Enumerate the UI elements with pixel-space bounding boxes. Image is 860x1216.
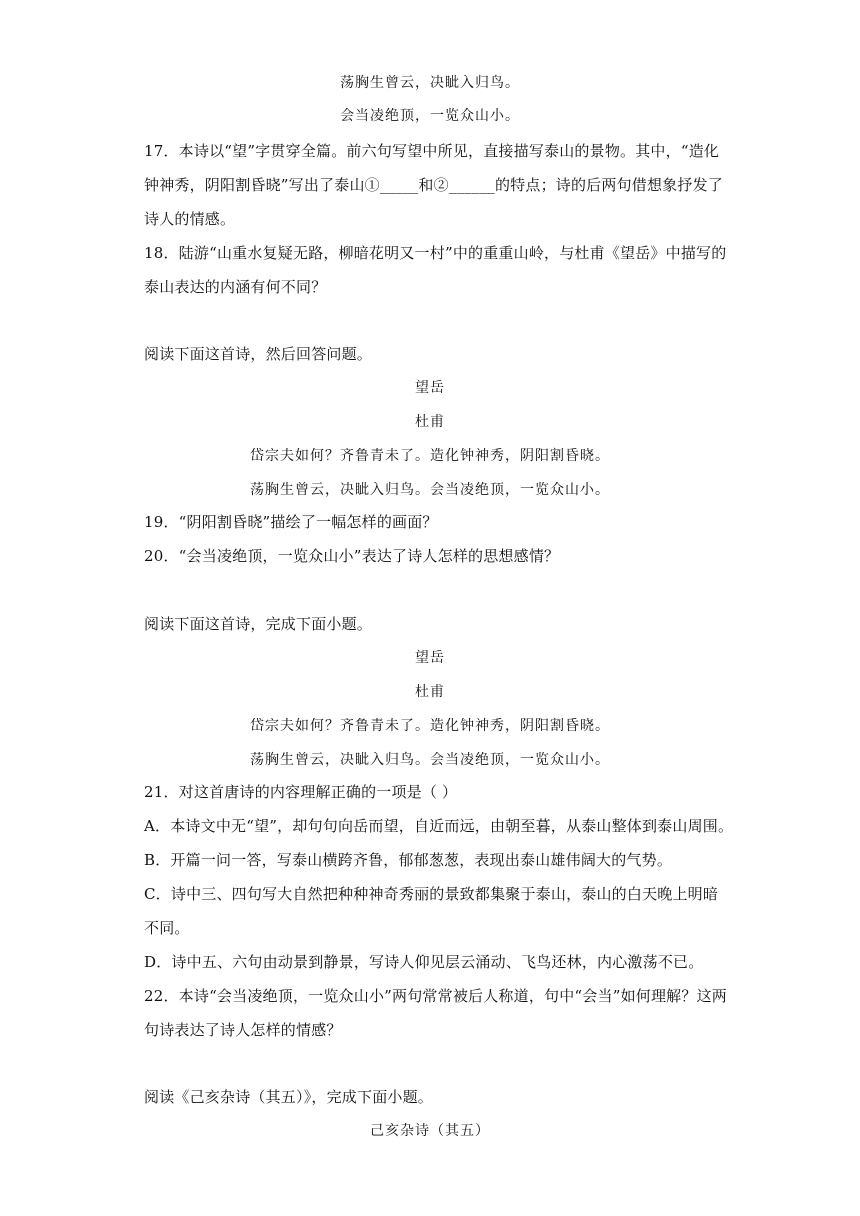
question-22-line2: 句诗表达了诗人怎样的情感？ xyxy=(144,1021,342,1039)
question-19: 19．“阴阳割昏晓”描绘了一幅怎样的画面？ xyxy=(144,513,438,531)
question-22-line1: 22．本诗“会当凌绝顶，一览众山小”两句常常被后人称道，句中“会当”如何理解？这两 xyxy=(144,987,727,1005)
option-b: B．开篇一问一答，写泰山横跨齐鲁，郁郁葱葱，表现出泰山雄伟阔大的气势。 xyxy=(144,851,673,869)
poem-line: 荡胸生曾云，决眦入归鸟。 xyxy=(340,75,520,91)
question-17-line1: 17．本诗以“望”字贯穿全篇。前六句写望中所见，直接描写泰山的景物。其中，“造化 xyxy=(144,142,720,160)
question-17-line3: 诗人的情感。 xyxy=(144,210,236,228)
question-17-line2: 钟神秀，阴阳割昏晓”写出了泰山①_____和②______的特点；诗的后两句借想象抒发了 xyxy=(144,176,723,194)
poem-line: 岱宗夫如何？齐鲁青未了。造化钟神秀，阴阳割昏晓。 xyxy=(250,448,610,464)
option-a: A．本诗文中无“望”，却句句向岳而望，自近而远，由朝至暮，从泰山整体到泰山周围。 xyxy=(144,817,734,835)
poem-author: 杜甫 xyxy=(415,684,445,700)
poem-line: 荡胸生曾云，决眦入归鸟。会当凌绝顶，一览众山小。 xyxy=(250,482,610,498)
question-18-line1: 18．陆游“山重水复疑无路，柳暗花明又一村”中的重重山岭，与杜甫《望岳》中描写的 xyxy=(144,244,727,262)
reading-intro: 阅读下面这首诗，完成下面小题。 xyxy=(144,615,373,633)
option-c-line1: C．诗中三、四句写大自然把种种神奇秀丽的景致都集聚于泰山，泰山的白天晚上明暗 xyxy=(144,885,719,903)
poem-line: 岱宗夫如何？齐鲁青未了。造化钟神秀，阴阳割昏晓。 xyxy=(250,718,610,734)
question-18-line2: 泰山表达的内涵有何不同？ xyxy=(144,278,327,296)
poem-line: 荡胸生曾云，决眦入归鸟。会当凌绝顶，一览众山小。 xyxy=(250,752,610,768)
reading-intro: 阅读下面这首诗，然后回答问题。 xyxy=(144,345,373,363)
question-21: 21．对这首唐诗的内容理解正确的一项是（ ） xyxy=(144,783,458,801)
poem-line: 会当凌绝顶，一览众山小。 xyxy=(340,108,520,124)
poem-title: 望岳 xyxy=(415,650,445,666)
poem-title: 己亥杂诗（其五） xyxy=(370,1123,490,1139)
reading-intro: 阅读《己亥杂诗（其五）》，完成下面小题。 xyxy=(144,1088,434,1106)
option-c-line2: 不同。 xyxy=(144,919,190,937)
question-20: 20．“会当凌绝顶，一览众山小”表达了诗人怎样的思想感情？ xyxy=(144,547,560,565)
option-d: D．诗中五、六句由动景到静景，写诗人仰见层云涌动、飞鸟还林，内心激荡不已。 xyxy=(144,953,704,971)
poem-author: 杜甫 xyxy=(415,414,445,430)
poem-title: 望岳 xyxy=(415,380,445,396)
